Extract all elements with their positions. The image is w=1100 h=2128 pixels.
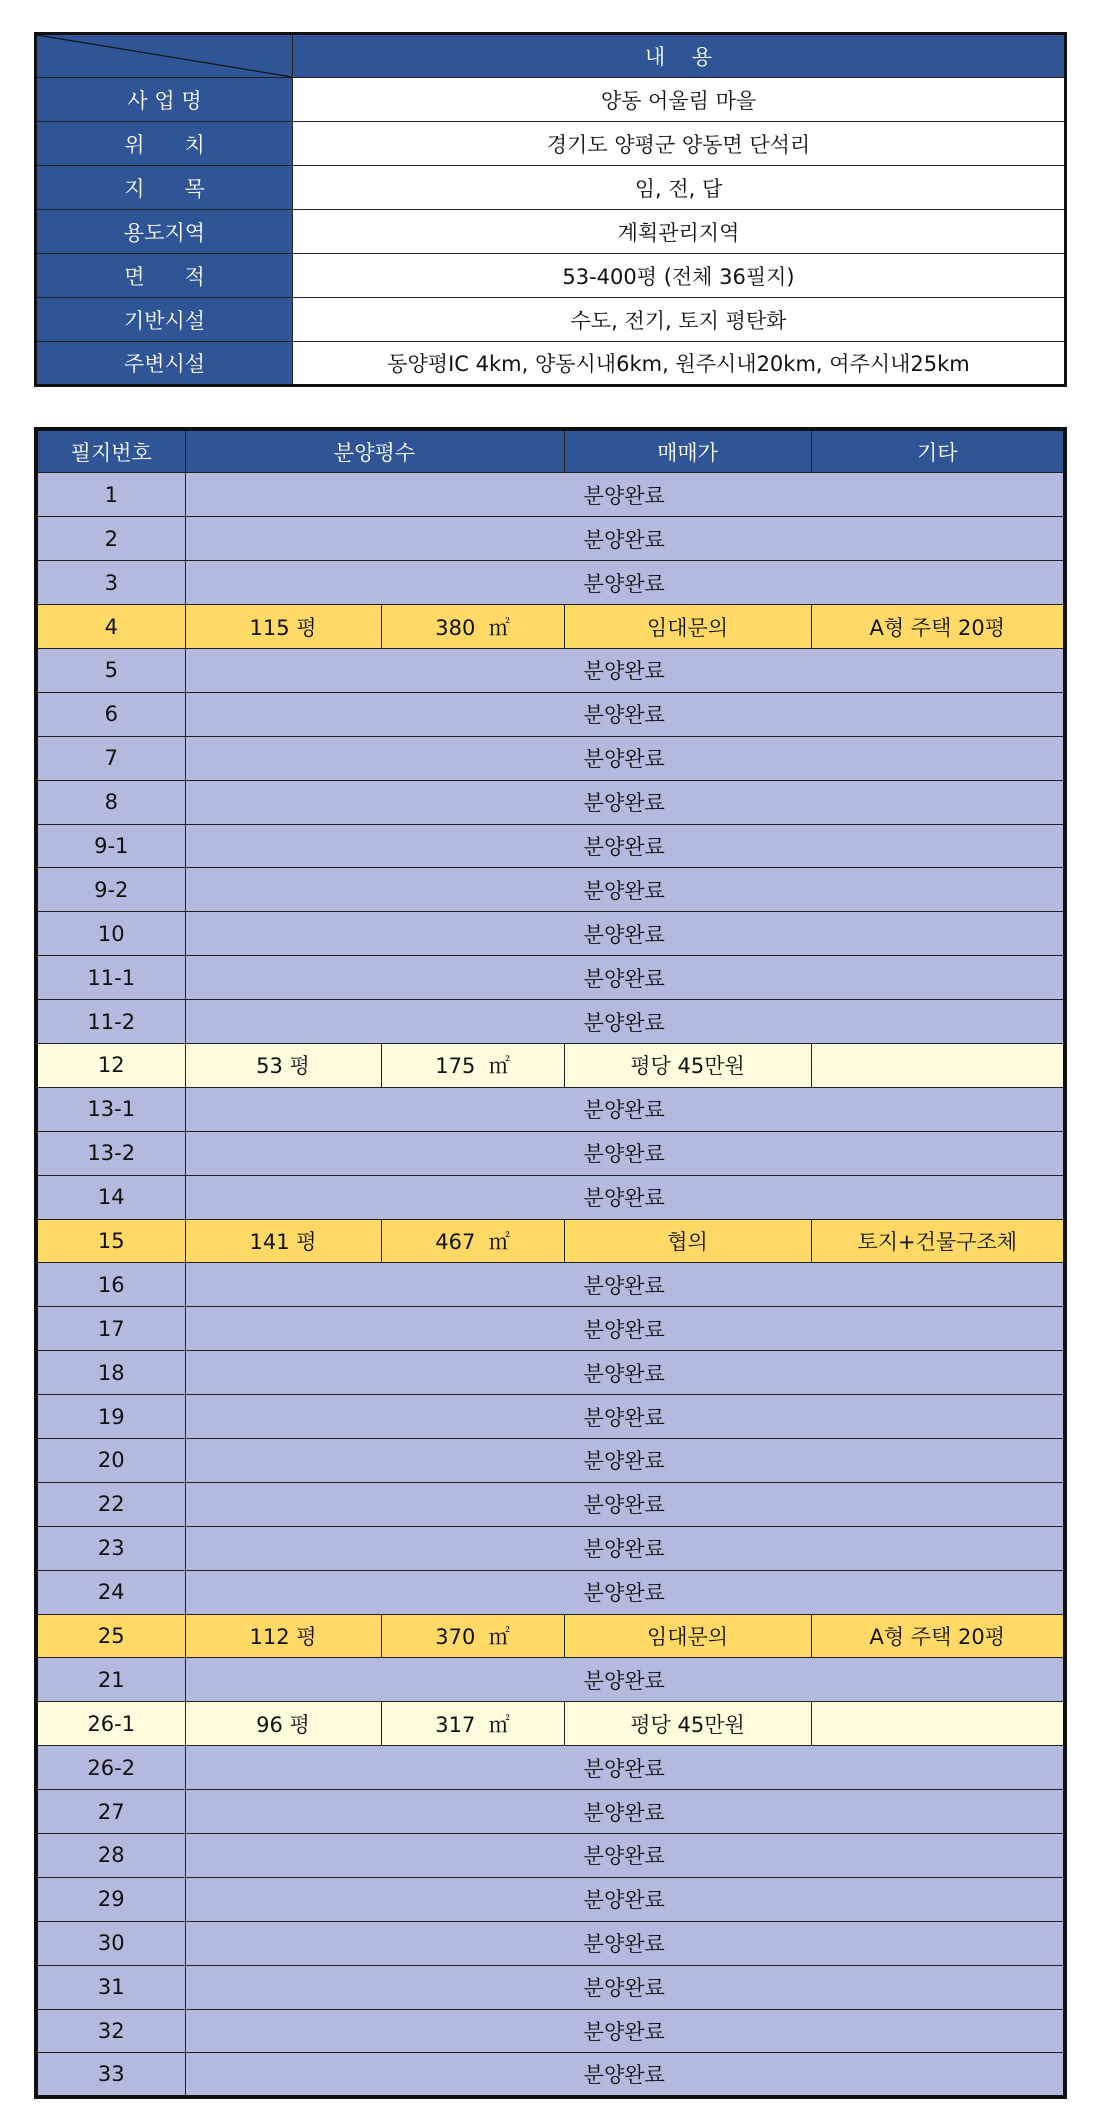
- info-label: 면 적: [36, 254, 293, 298]
- lot-number: 7: [36, 736, 185, 780]
- lot-number: 26-1: [36, 1702, 185, 1746]
- header-price: 매매가: [564, 429, 811, 473]
- info-row: [36, 78, 1066, 122]
- sold-status: 분양완료: [185, 912, 1065, 956]
- lot-row: [36, 1965, 1065, 2009]
- lot-row: [36, 868, 1065, 912]
- lot-area-sqm: 380 ㎡: [381, 605, 564, 649]
- lot-note: A형 주택 20평: [811, 1614, 1065, 1658]
- header-note: 기타: [811, 429, 1065, 473]
- lot-number: 23: [36, 1526, 185, 1570]
- sold-status: 분양완료: [185, 648, 1065, 692]
- sold-status: 분양완료: [185, 2009, 1065, 2053]
- lot-area-pyeong: 141 평: [185, 1219, 381, 1263]
- lot-row: [36, 648, 1065, 692]
- lot-row: [36, 605, 1065, 649]
- lot-number: 9-2: [36, 868, 185, 912]
- lot-number: 24: [36, 1570, 185, 1614]
- lot-number: 10: [36, 912, 185, 956]
- lot-area-pyeong: 96 평: [185, 1702, 381, 1746]
- sold-status: 분양완료: [185, 1395, 1065, 1439]
- lot-number: 31: [36, 1965, 185, 2009]
- lot-area-pyeong: 115 평: [185, 605, 381, 649]
- lot-row: [36, 2053, 1065, 2097]
- sold-status: 분양완료: [185, 1351, 1065, 1395]
- lot-number: 22: [36, 1482, 185, 1526]
- lot-area-sqm: 370 ㎡: [381, 1614, 564, 1658]
- lot-number: 2: [36, 517, 185, 561]
- info-row: [36, 254, 1066, 298]
- sold-status: 분양완료: [185, 824, 1065, 868]
- lot-number: 28: [36, 1834, 185, 1878]
- lot-row: [36, 1877, 1065, 1921]
- sold-status: 분양완료: [185, 473, 1065, 517]
- header-lot-number: 필지번호: [36, 429, 185, 473]
- lots-body: [36, 473, 1065, 2097]
- lot-number: 15: [36, 1219, 185, 1263]
- lot-row: [36, 1219, 1065, 1263]
- lot-number: 33: [36, 2053, 185, 2097]
- lot-row: [36, 956, 1065, 1000]
- lot-number: 25: [36, 1614, 185, 1658]
- info-header-content: 내 용: [293, 34, 1066, 78]
- lot-number: 4: [36, 605, 185, 649]
- sold-status: 분양완료: [185, 1482, 1065, 1526]
- lot-number: 29: [36, 1877, 185, 1921]
- info-value: 계획관리지역: [293, 210, 1066, 254]
- info-header-row: [36, 34, 1066, 78]
- sold-status: 분양완료: [185, 1263, 1065, 1307]
- sold-status: 분양완료: [185, 1790, 1065, 1834]
- lot-area-pyeong: 53 평: [185, 1043, 381, 1087]
- sold-status: 분양완료: [185, 1438, 1065, 1482]
- lot-row: [36, 1526, 1065, 1570]
- sold-status: 분양완료: [185, 1570, 1065, 1614]
- lot-row: [36, 1790, 1065, 1834]
- lot-area-sqm: 467 ㎡: [381, 1219, 564, 1263]
- lot-number: 3: [36, 561, 185, 605]
- lot-row: [36, 1307, 1065, 1351]
- lot-row: [36, 1351, 1065, 1395]
- lot-number: 6: [36, 692, 185, 736]
- lot-row: [36, 824, 1065, 868]
- info-row: [36, 298, 1066, 342]
- info-row: [36, 166, 1066, 210]
- lot-row: [36, 1263, 1065, 1307]
- lot-number: 12: [36, 1043, 185, 1087]
- sold-status: 분양완료: [185, 561, 1065, 605]
- lots-table: [34, 427, 1067, 2099]
- sold-status: 분양완료: [185, 1658, 1065, 1702]
- header-area: 분양평수: [185, 429, 564, 473]
- info-label: 위 치: [36, 122, 293, 166]
- lot-number: 18: [36, 1351, 185, 1395]
- diagonal-corner-cell: [36, 34, 293, 78]
- sold-status: 분양완료: [185, 1526, 1065, 1570]
- lot-row: [36, 1834, 1065, 1878]
- lot-number: 5: [36, 648, 185, 692]
- lot-number: 13-1: [36, 1087, 185, 1131]
- lot-number: 9-1: [36, 824, 185, 868]
- lot-number: 27: [36, 1790, 185, 1834]
- lot-row: [36, 780, 1065, 824]
- lot-row: [36, 912, 1065, 956]
- lot-row: [36, 1131, 1065, 1175]
- info-label: 주변시설: [36, 342, 293, 386]
- info-value: 수도, 전기, 토지 평탄화: [293, 298, 1066, 342]
- lot-row: [36, 1658, 1065, 1702]
- lot-area-sqm: 317 ㎡: [381, 1702, 564, 1746]
- lot-price: 임대문의: [564, 605, 811, 649]
- lot-row: [36, 561, 1065, 605]
- lot-number: 14: [36, 1175, 185, 1219]
- lot-row: [36, 1043, 1065, 1087]
- info-label: 지 목: [36, 166, 293, 210]
- lot-note: A형 주택 20평: [811, 605, 1065, 649]
- lot-number: 16: [36, 1263, 185, 1307]
- lot-price: 평당 45만원: [564, 1043, 811, 1087]
- lot-number: 32: [36, 2009, 185, 2053]
- lot-number: 11-1: [36, 956, 185, 1000]
- lot-row: [36, 1438, 1065, 1482]
- info-row: [36, 210, 1066, 254]
- info-value: 53-400평 (전체 36필지): [293, 254, 1066, 298]
- info-row: [36, 122, 1066, 166]
- info-label: 용도지역: [36, 210, 293, 254]
- project-info-table: [34, 32, 1067, 387]
- sold-status: 분양완료: [185, 1965, 1065, 2009]
- lot-row: [36, 1614, 1065, 1658]
- lot-row: [36, 1395, 1065, 1439]
- lot-note: [811, 1043, 1065, 1087]
- lot-row: [36, 1702, 1065, 1746]
- lots-header-row: [36, 429, 1065, 473]
- info-label: 사 업 명: [36, 78, 293, 122]
- lot-number: 19: [36, 1395, 185, 1439]
- sold-status: 분양완료: [185, 1921, 1065, 1965]
- sold-status: 분양완료: [185, 1877, 1065, 1921]
- sold-status: 분양완료: [185, 1131, 1065, 1175]
- info-value: 양동 어울림 마을: [293, 78, 1066, 122]
- lot-number: 30: [36, 1921, 185, 1965]
- sold-status: 분양완료: [185, 1000, 1065, 1044]
- sold-status: 분양완료: [185, 692, 1065, 736]
- lot-price: 평당 45만원: [564, 1702, 811, 1746]
- lot-area-sqm: 175 ㎡: [381, 1043, 564, 1087]
- lot-row: [36, 473, 1065, 517]
- project-info-body: [36, 34, 1066, 386]
- sold-status: 분양완료: [185, 1834, 1065, 1878]
- lot-number: 13-2: [36, 1131, 185, 1175]
- info-value: 경기도 양평군 양동면 단석리: [293, 122, 1066, 166]
- lot-row: [36, 1087, 1065, 1131]
- lot-row: [36, 1000, 1065, 1044]
- lot-row: [36, 1570, 1065, 1614]
- lot-number: 1: [36, 473, 185, 517]
- sold-status: 분양완료: [185, 1307, 1065, 1351]
- lot-row: [36, 2009, 1065, 2053]
- info-value: 임, 전, 답: [293, 166, 1066, 210]
- diagonal-line: [37, 35, 292, 77]
- lot-number: 26-2: [36, 1746, 185, 1790]
- lot-note: [811, 1702, 1065, 1746]
- lot-price: 협의: [564, 1219, 811, 1263]
- lot-row: [36, 1746, 1065, 1790]
- sold-status: 분양완료: [185, 1175, 1065, 1219]
- sold-status: 분양완료: [185, 956, 1065, 1000]
- lot-number: 11-2: [36, 1000, 185, 1044]
- lot-note: 토지+건물구조체: [811, 1219, 1065, 1263]
- sold-status: 분양완료: [185, 780, 1065, 824]
- lot-row: [36, 1175, 1065, 1219]
- info-value: 동양평IC 4km, 양동시내6km, 원주시내20km, 여주시내25km: [293, 342, 1066, 386]
- lot-row: [36, 736, 1065, 780]
- info-label: 기반시설: [36, 298, 293, 342]
- sold-status: 분양완료: [185, 736, 1065, 780]
- sold-status: 분양완료: [185, 868, 1065, 912]
- sold-status: 분양완료: [185, 517, 1065, 561]
- lot-row: [36, 1482, 1065, 1526]
- lot-number: 17: [36, 1307, 185, 1351]
- lot-number: 21: [36, 1658, 185, 1702]
- lot-row: [36, 517, 1065, 561]
- sold-status: 분양완료: [185, 1087, 1065, 1131]
- lot-row: [36, 692, 1065, 736]
- lot-price: 임대문의: [564, 1614, 811, 1658]
- lot-number: 8: [36, 780, 185, 824]
- info-row: [36, 342, 1066, 386]
- sold-status: 분양완료: [185, 1746, 1065, 1790]
- sold-status: 분양완료: [185, 2053, 1065, 2097]
- lot-area-pyeong: 112 평: [185, 1614, 381, 1658]
- lot-number: 20: [36, 1438, 185, 1482]
- lot-row: [36, 1921, 1065, 1965]
